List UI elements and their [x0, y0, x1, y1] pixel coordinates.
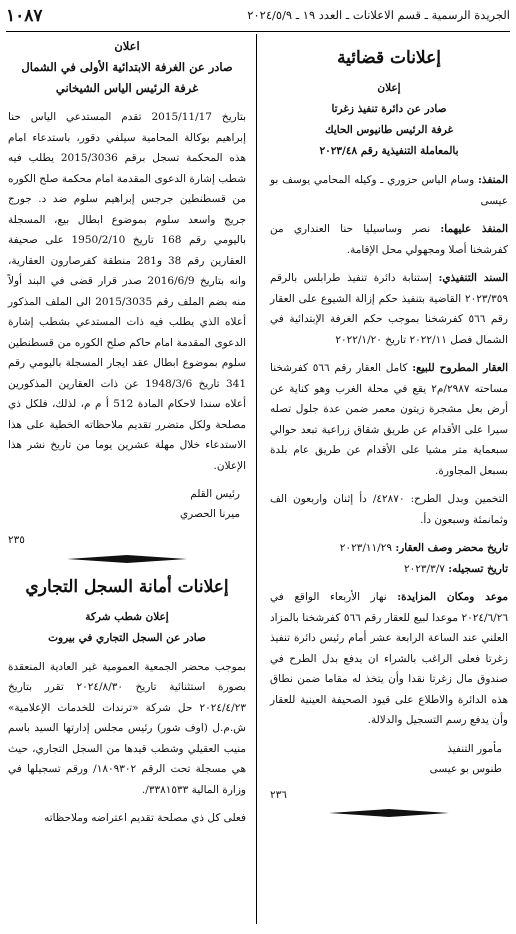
para-description-date: تاريخ محضر وصف العقار: ٢٠٢٣/١١/٢٩	[339, 542, 508, 554]
notice2-body: بموجب محضر الجمعية العمومية غير العادية المنعقدة بصورة استثنائية تاريخ ٢٠٢٤/٨/٣٠ تقرر بتاريخ ٢٠٢٤/٤/٢٣ حل شركة «ترندات للخدمات الإعلامية» ش.م.ل (اوف شور) رئيس مجلس إدارتها السيد باسم منيب العقيلي وشطب قيدها من السجل التجاري، حيث هي مسجلة تحت الرقم ١٨٠٩٣٠٢/ ورقم تسجيلها في وزارة المالية ٣٣٨١٥٣٣/.	[8, 660, 246, 796]
page-header	[6, 6, 510, 28]
notice2-tail: فعلى كل ذي مصلحة تقديم اعتراضه وملاحظاته	[44, 812, 246, 824]
notice1-body: بتاريخ 2015/11/17 تقدم المستدعي الياس حنا إبراهيم بوكالة المحامية سيلفي دقور، باستدعاء امام هذه المحكمة تسجل برقم 2015/3036 يطلب فيه شطب إشارة الدعوى المقدمة امام محكمة صلح الكوره من قسطنطين جرجس إبراهيم سلوم ضد د. جورج جريج واسعد سلوم بموضوع ابطال بيع، المسجلة باليومي رقم 168 تاريخ 1950/2/10 على صحيفة العقارين رقم 38 و281 منطقة كفرصارون العقارية، وانه بتاريخ 2016/6/9 صدر قرار قضى في البند أولاً منه بضم الملف رقم 2015/3035 الى الملف المذكور أعلاه الذي يطلب فيه ذات المستدعي بشطب إشارة الدعوى المقدمة امام حاكم صلح الكوره من قسطنطين سلوم بموضوع ابطال عقد ايجار المسجلة باليومي رقم 341 تاريخ 1948/3/6 عن ذات العقارين المذكورين أعلاه سندا لاحكام المادة 512 أ م م، لذلك، فلكل ذي مصلحة ولكل متضرر تقديم ملاحظاته الخطية على هذا الاستدعاء خلال مهلة عشرين يوما من تاريخ نشر هذا الإعلان.	[8, 111, 246, 472]
notice1-judge: غرفة الرئيس الياس الشيخاني	[55, 81, 199, 95]
notice2-issuer: صادر عن السجل التجاري في بيروت	[48, 631, 206, 644]
column-divider	[256, 34, 257, 924]
separator-ornament	[329, 807, 449, 819]
para-registration-date: تاريخ تسجيله: ٢٠٢٣/٣/٧	[403, 562, 508, 575]
section-title-commercial: إعلانات أمانة السجل التجاري	[25, 576, 229, 597]
signer-name: طنوس بو عيسى	[429, 762, 502, 775]
notice1-issuer: صادر عن الغرفة الابتدائية الأولى في الشمال	[21, 60, 233, 74]
notice-judge: غرفة الرئيس طانيوس الحايك	[324, 124, 454, 136]
para-auction: موعد ومكان المزايدة: نهار الأربعاء الواقع في ٢٠٢٤/٦/٢٦ موعدا لبيع للعقار رقم ٥٦٦ كفرشخنا بالمزاد العلني عند الساعة الرابعة عشر أمام رئيس دائرة تنفيذ زغرتا فعلى الراغب بالشراء ان يدفع بدل الطرح في صندوق مال زغرتا نقدا وأن يتخذ له مقاما ضمن نطاق هذه الدائرة والاطلاع على قيود الصحيفة العينية للعقار وأن يدفع رسم التسجيل والدلالة.	[270, 591, 509, 726]
notice-case-number: بالمعاملة التنفيذية رقم ٢٠٢٣/٤٨	[319, 145, 459, 157]
header-title: الجريدة الرسمية ـ قسم الاعلانات ـ العدد ١٩ ـ ٢٠٢٤/٥/٩	[247, 8, 510, 22]
notice-issuer: صادر عن دائرة تنفيذ زغرتا	[331, 103, 447, 115]
para-property: العقار المطروح للبيع: كامل العقار رقم ٥٦٦ كفرشخنا مساحته ٢٩٨٧/م٢ يقع في محلة الغرب وهو كناية عن أرض بعل مشجرة زيتون معمر ضمن عدة جلول تصله سيرا على الأقدام عن طريق شقاق زراعية تبعد حوالي سبعماية متر مشيا على الأقدام عن طريق عام بلدة بسبعل المجاورة.	[270, 362, 509, 477]
para-debtors: المنفذ عليهما: نصر وساسيليا حنا العنداري من كفرشخنا أصلا ومجهولي محل الإقامة.	[270, 223, 508, 256]
notice1-signer-title: رئيس القلم	[190, 488, 240, 500]
notice1-number: ٢٣٥	[8, 534, 25, 546]
signer-title: مأمور التنفيذ	[447, 742, 502, 755]
separator-ornament	[67, 553, 187, 565]
notice2-label: إعلان شطب شركة	[85, 610, 169, 623]
notice1-label: اعلان	[114, 39, 140, 53]
notice-number: ٢٣٦	[270, 788, 287, 801]
section-title-judicial: إعلانات قضائية	[337, 48, 441, 68]
para-executive-title: السند التنفيذي: إستنابة دائرة تنفيذ طرابلس بالرقم ٢٠٢٣/٣٥٩ القاضية بتنفيذ حكم إزالة الشيوع على العقار رقم ٥٦٦ كفرشخنا بموجب حكم الغرفة الإبتدائية في الشمال فصل ٢٠٢٢/١١ تاريخ ٢٠٢٢/١/٢٠	[270, 272, 509, 346]
right-column	[270, 36, 508, 825]
notice-label: إعلان	[377, 82, 401, 94]
left-column	[8, 36, 246, 829]
para-valuation: التخمين وبدل الطرح: ٤٢٨٧٠/ دأ إثنان واربعون الف وثمانمئة وسبعون دأ.	[270, 493, 508, 526]
notice1-signer-name: ميرنا الحصري	[179, 508, 240, 520]
page-number: ١٠٨٧	[6, 6, 43, 26]
header-rule	[6, 31, 510, 32]
para-executor: المنفذ: وسام الياس حزوري ـ وكيله المحامي يوسف بو عيسى	[270, 174, 508, 207]
